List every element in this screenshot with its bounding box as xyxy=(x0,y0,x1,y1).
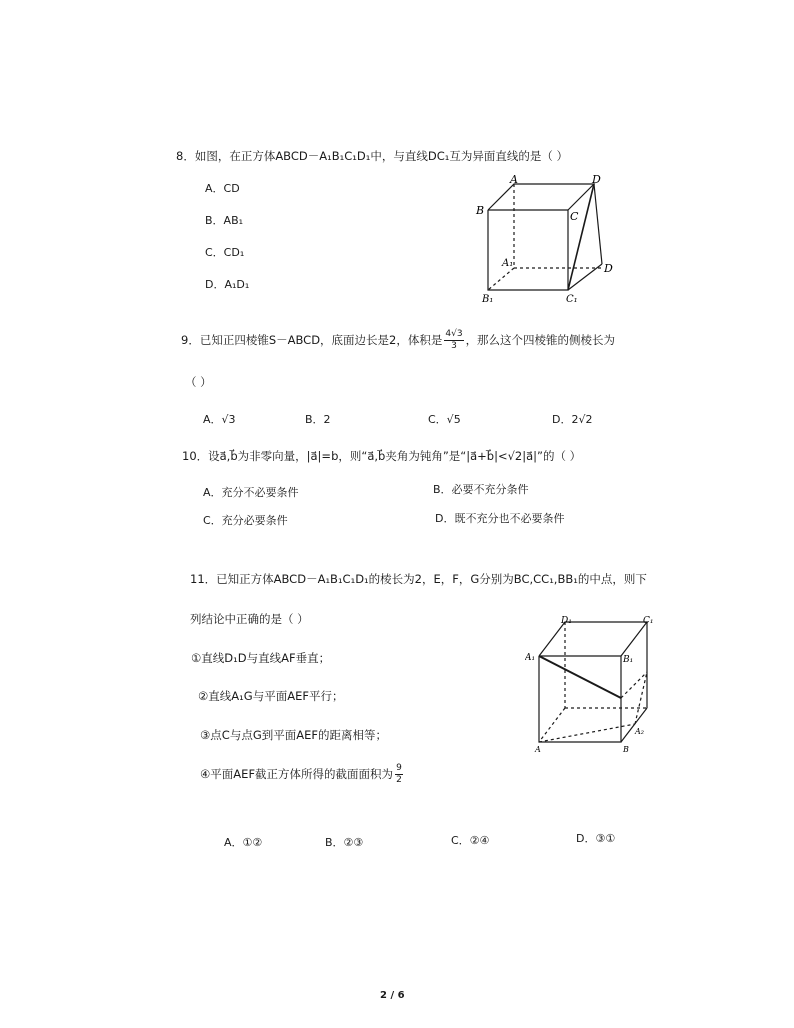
q9-answer-paren: （ ） xyxy=(185,375,212,389)
q11-statement-4-text: ④平面AEF截正方体所得的截面面积为 xyxy=(200,767,394,781)
q11-area-denominator: 2 xyxy=(396,775,402,785)
q11-label-b: B xyxy=(623,745,629,754)
q9-volume-fraction xyxy=(444,330,463,351)
q10-option-a: A．充分不必要条件 xyxy=(203,486,299,499)
q11-area-numerator: 9 xyxy=(396,763,402,773)
q11-option-c: C．②④ xyxy=(451,834,490,847)
q11-stem-line1: 11．已知正方体ABCD－A₁B₁C₁D₁的棱长为2，E，F，G分别为BC,CC₁,BB₁的中点，则下 xyxy=(190,572,647,586)
q8-diagonal-dc1 xyxy=(568,184,594,290)
q8-label-b1: B₁ xyxy=(482,294,494,305)
q9-volume-denominator: 3 xyxy=(451,341,457,351)
q8-label-d-right: D xyxy=(604,262,613,275)
q10-option-b: B．必要不充分条件 xyxy=(433,483,529,496)
q11-statement-2: ②直线A₁G与平面AEF平行； xyxy=(198,689,344,703)
q9-option-a: A．√3 xyxy=(203,413,236,426)
q9-option-c: C．√5 xyxy=(428,413,461,426)
q11-statement-4 xyxy=(200,764,405,785)
q11-area-fraction xyxy=(395,764,403,785)
q11-label-d1: D₁ xyxy=(561,616,572,626)
q8-option-c: C．CD₁ xyxy=(205,246,245,259)
q11-statement-1: ①直线D₁D与直线AF垂直； xyxy=(191,651,331,665)
q8-option-d: D．A₁D₁ xyxy=(205,278,250,291)
q8-right-edge xyxy=(594,184,602,264)
q8-label-a: A xyxy=(510,173,518,186)
q8-top-face xyxy=(488,184,594,210)
q8-label-c: C xyxy=(570,210,579,223)
q8-label-c1: C₁ xyxy=(566,294,578,305)
q8-option-a: A．CD xyxy=(205,182,240,195)
q11-option-d: D．③① xyxy=(576,832,616,845)
q11-label-c1: C₁ xyxy=(643,616,654,626)
q8-hidden-left xyxy=(488,268,514,290)
q9-stem-part-a: 9．已知正四棱锥S－ABCD，底面边长是2，体积是 xyxy=(181,333,443,347)
q9-volume-numerator: 4√3 xyxy=(445,329,463,339)
q11-option-a: A．①② xyxy=(224,836,263,849)
q8-label-b: B xyxy=(476,204,485,217)
q11-label-b1: B₁ xyxy=(623,655,634,665)
q11-label-a1: A₁ xyxy=(525,653,536,663)
q8-front-face xyxy=(488,210,568,290)
q11-line-a1g xyxy=(539,656,621,698)
q11-front-face xyxy=(539,656,621,742)
q9-option-d: D．2√2 xyxy=(552,413,593,426)
q11-stem-line2: 列结论中正确的是（ ） xyxy=(190,612,309,626)
q11-label-a: A xyxy=(535,745,541,754)
q11-hidden-left xyxy=(539,708,565,742)
q8-stem: 8．如图，在正方体ABCD－A₁B₁C₁D₁中，与直线DC₁互为异面直线的是（ ） xyxy=(176,149,568,163)
q8-label-a1: A₁ xyxy=(502,258,514,269)
q11-bottom-right-edge xyxy=(621,708,647,742)
q9-stem xyxy=(181,330,615,351)
q10-stem: 10．设a⃗,b⃗为非零向量，|a⃗|=b，则“a⃗,b⃗夹角为钝角”是“|a⃗+b⃗|<√2|a⃗|”的（ ） xyxy=(182,449,582,463)
q10-option-c: C．充分必要条件 xyxy=(203,514,288,527)
q11-option-b: B．②③ xyxy=(325,836,364,849)
q11-statement-3: ③点C与点G到平面AEF的距离相等； xyxy=(200,728,387,742)
q8-label-d-top: D xyxy=(592,173,601,186)
q11-top-face xyxy=(539,622,647,656)
q11-cube-figure xyxy=(525,612,665,758)
page-number: 2 / 6 xyxy=(380,990,405,1001)
q11-label-a2: A₂ xyxy=(635,727,644,736)
q9-option-b: B．2 xyxy=(305,413,331,426)
q9-stem-part-b: ，那么这个四棱锥的侧棱长为 xyxy=(465,333,616,347)
q8-option-b: B．AB₁ xyxy=(205,214,244,227)
q8-cube-figure xyxy=(470,172,620,308)
q11-section-gf xyxy=(621,672,647,698)
q10-option-d: D．既不充分也不必要条件 xyxy=(435,512,565,525)
